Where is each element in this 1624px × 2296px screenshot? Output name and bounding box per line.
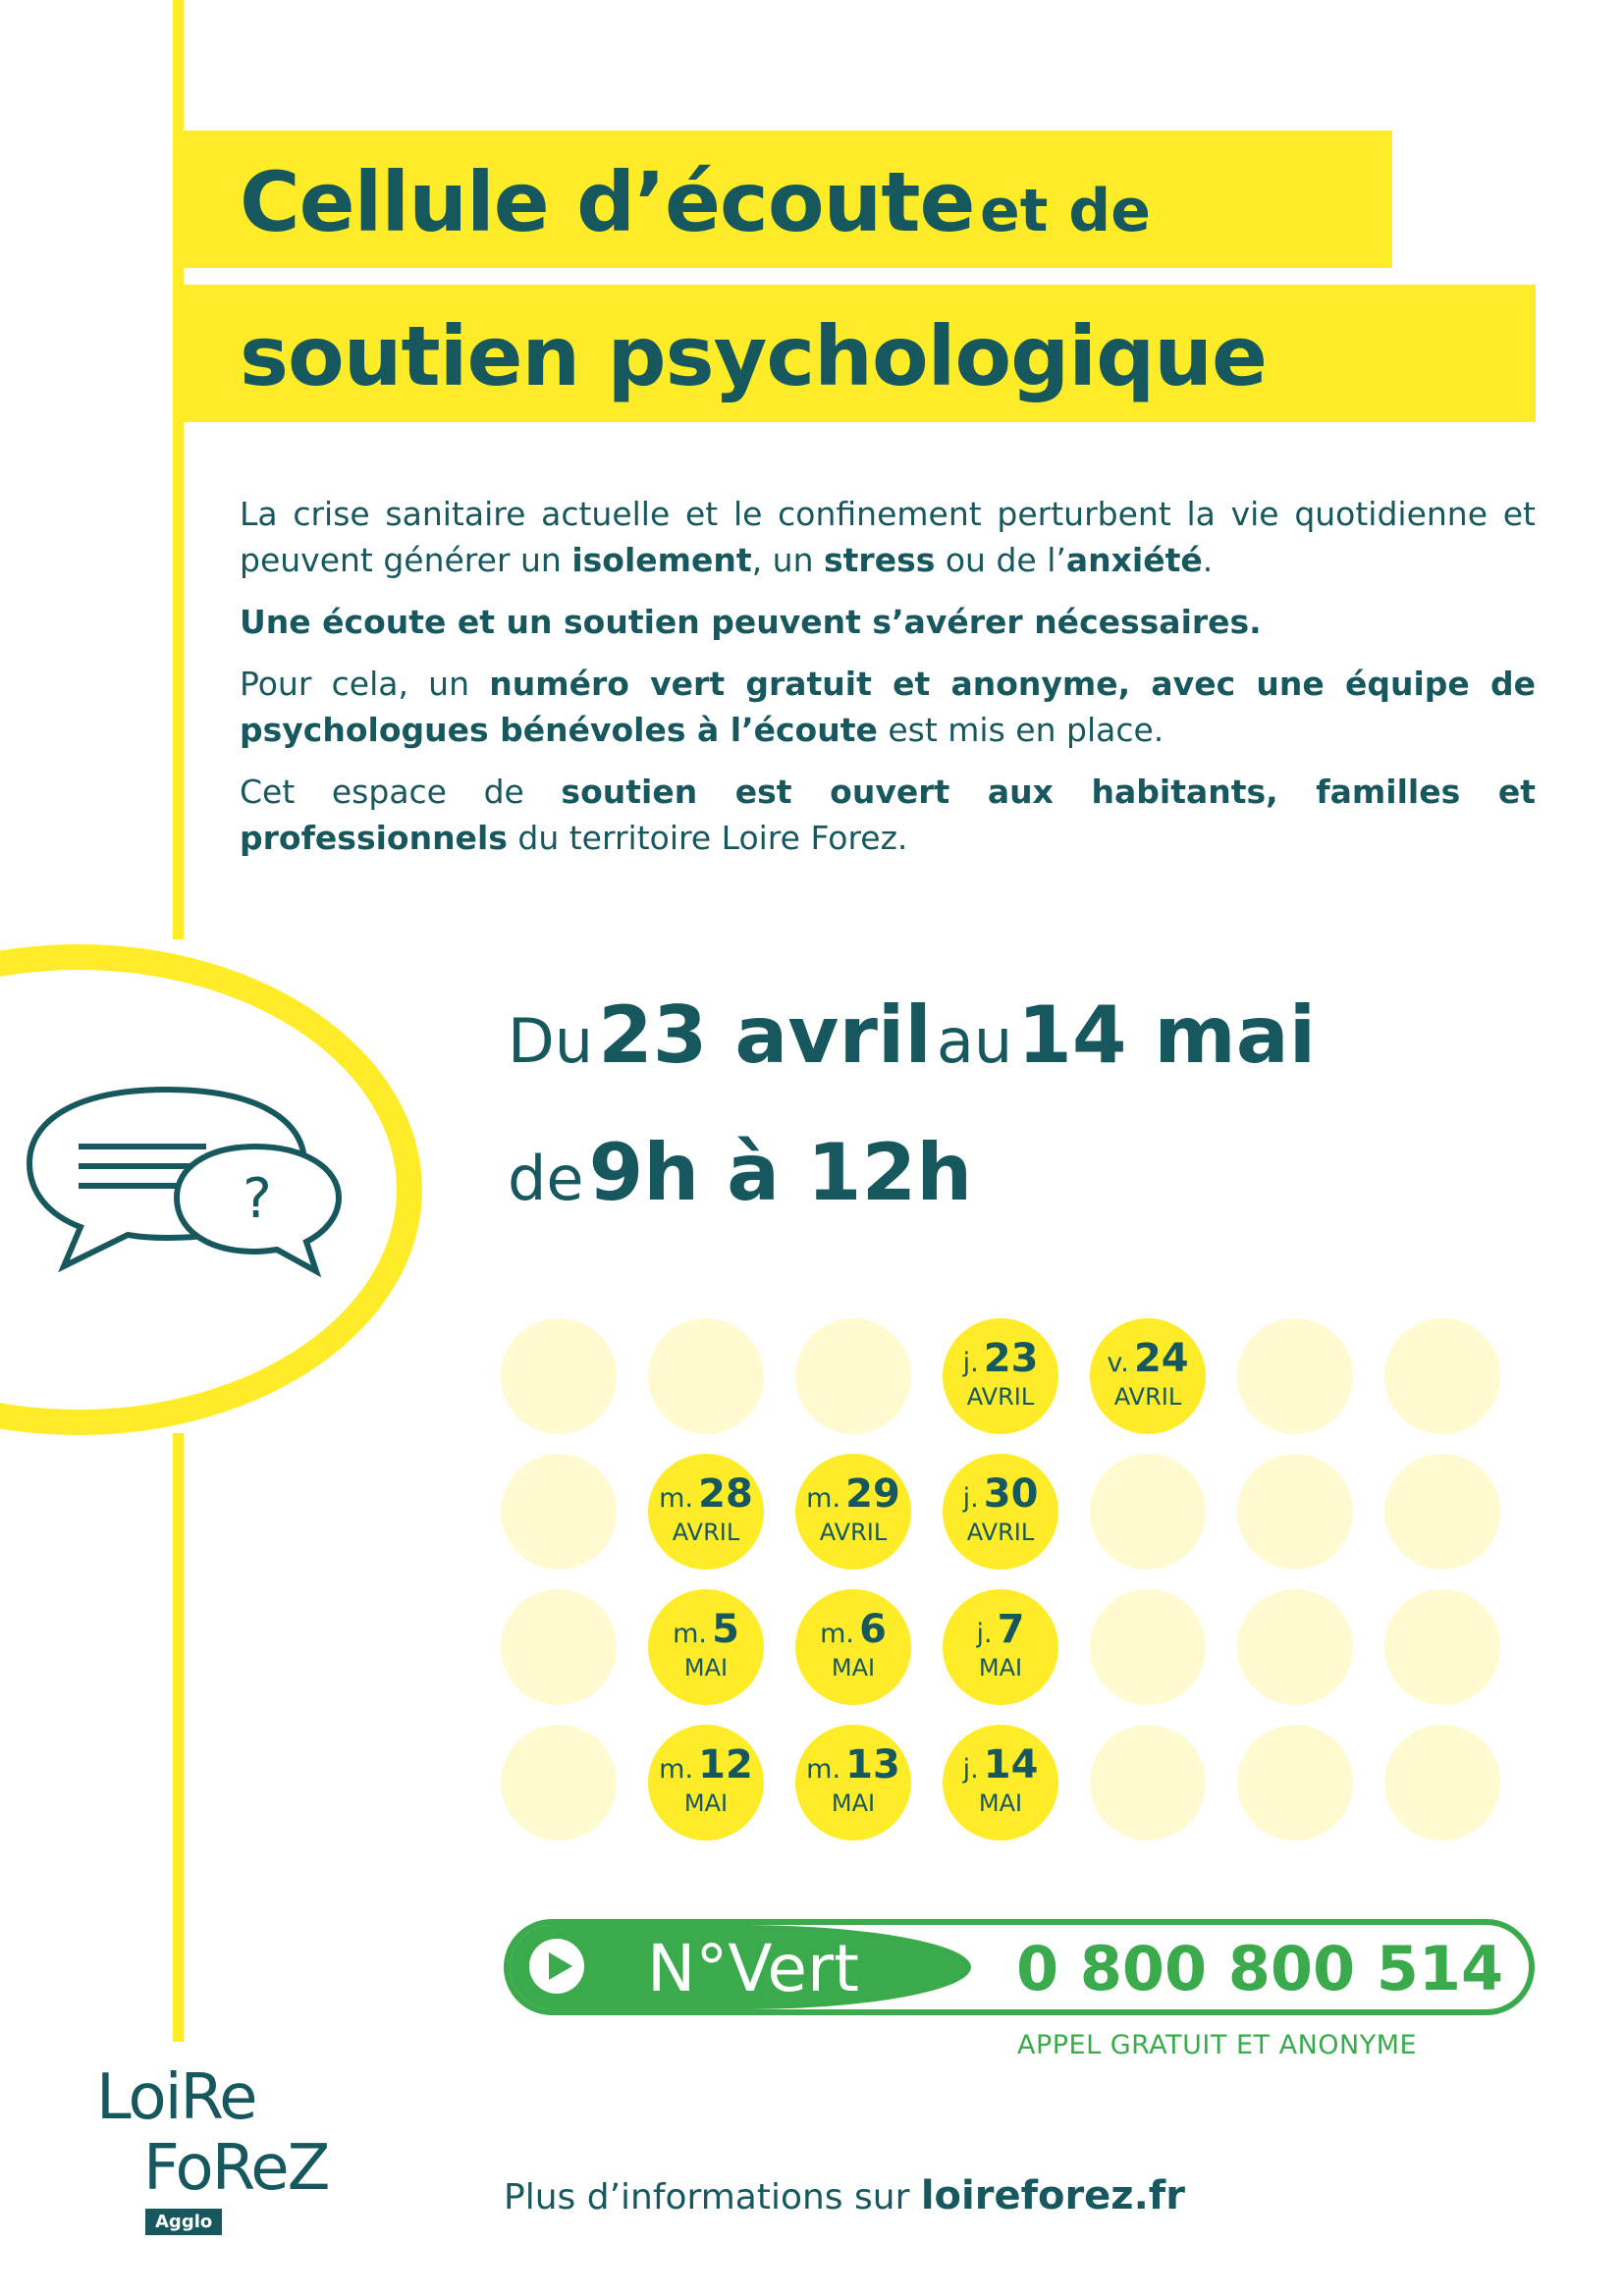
intro-paragraph-1: La crise sanitaire actuelle et le confinement perturbent la vie quotidienne et peuvent générer un isolement, un stress ou de l’anxiété. [240,495,1536,579]
calendar-empty-dot [795,1318,911,1434]
calendar-day-number: 23 [983,1336,1039,1381]
calendar-empty-dot [1237,1318,1353,1434]
calendar-month: AVRIL [966,1383,1035,1411]
calendar-day [1090,1318,1206,1434]
intro-paragraph-3: Pour cela, un numéro vert gratuit et anonyme, avec une équipe de psychologues bénévoles à l’écoute est mis en place. [240,665,1536,749]
calendar-weekday: m. [659,1754,694,1785]
play-icon [525,1935,588,1998]
calendar-empty-dot [1237,1454,1353,1570]
calendar-weekday: j. [962,1754,979,1785]
hotline-label: N°Vert [647,1931,860,2006]
calendar-weekday: j. [962,1348,979,1378]
calendar-day-number: 24 [1133,1336,1189,1381]
speech-bubbles-icon [20,1070,353,1306]
logo-line-1: LoiRe [96,2061,256,2134]
calendar-weekday: j. [962,1483,979,1514]
calendar-month: AVRIL [1113,1383,1182,1411]
calendar-empty-dot [501,1725,617,1841]
calendar-empty-dot [1237,1589,1353,1705]
intro-text [240,491,1536,877]
calendar-day [943,1318,1058,1434]
calendar-empty-dot [1384,1725,1500,1841]
calendar-day-number: 5 [712,1607,739,1652]
calendar-month: MAI [831,1654,876,1682]
calendar-empty-dot [1090,1454,1206,1570]
hotline-number: 0 800 800 514 [1016,1933,1504,2004]
calendar-weekday: m. [820,1619,854,1649]
calendar-empty-dot [1384,1318,1500,1434]
more-info [504,2173,1185,2218]
title-main: Cellule d’écoute [240,154,975,250]
calendar-month: AVRIL [672,1519,740,1546]
calendar-day [795,1725,911,1841]
intro-paragraph-2: Une écoute et un soutien peuvent s’avérer nécessaires. [240,603,1262,641]
calendar-empty-dot [1237,1725,1353,1841]
calendar-weekday: m. [673,1619,707,1649]
calendar-month: MAI [978,1654,1023,1682]
calendar-day-number: 29 [845,1471,900,1517]
calendar-month: AVRIL [819,1519,888,1546]
calendar-empty-dot [1090,1725,1206,1841]
hotline-banner [504,1919,1535,2015]
calendar-weekday: j. [976,1619,993,1649]
calendar-weekday: m. [659,1483,694,1514]
calendar-day-number: 14 [983,1742,1039,1788]
calendar-day [943,1589,1058,1705]
calendar-day-number: 12 [698,1742,753,1788]
date-range [508,982,1316,1256]
calendar-month: AVRIL [966,1519,1035,1546]
calendar-day [795,1589,911,1705]
calendar-weekday: m. [806,1754,841,1785]
calendar-empty-dot [648,1318,764,1434]
vertical-line-bottom [173,1433,184,2042]
calendar-empty-dot [501,1589,617,1705]
calendar-weekday: v. [1107,1348,1129,1378]
calendar-day-number: 30 [983,1471,1039,1517]
logo-line-2: FoReZ [143,2132,329,2205]
calendar-month: MAI [978,1789,1023,1817]
calendar-empty-dot [1090,1589,1206,1705]
calendar-day-number: 28 [698,1471,753,1517]
calendar-day [943,1454,1058,1570]
calendar-day [795,1454,911,1570]
loire-forez-logo [84,2061,379,2258]
calendar-day [648,1589,764,1705]
calendar-month: MAI [683,1654,729,1682]
intro-paragraph-4: Cet espace de soutien est ouvert aux habitants, familles et professionnels du territoire Loire Forez. [240,773,1536,857]
question-mark: ? [243,1167,272,1231]
calendar-weekday: m. [806,1483,841,1514]
calendar-day-number: 13 [845,1742,900,1788]
more-info-text: Plus d’informations sur [504,2177,921,2217]
calendar-empty-dot [501,1454,617,1570]
page-title-line-1 [240,154,1151,250]
calendar-day-number: 7 [997,1607,1025,1652]
website-link[interactable]: loireforez.fr [920,2173,1185,2218]
title-subject: soutien psychologique [240,308,1267,404]
calendar-day-number: 6 [859,1607,887,1652]
title-connector: et de [980,177,1151,245]
calendar-empty-dot [1384,1589,1500,1705]
hotline-note: APPEL GRATUIT ET ANONYME [1017,2030,1418,2060]
calendar-day [943,1725,1058,1841]
calendar-month: MAI [683,1789,729,1817]
calendar-month: MAI [831,1789,876,1817]
logo-badge: Agglo [145,2209,222,2235]
calendar-day [648,1725,764,1841]
calendar-empty-dot [501,1318,617,1434]
date-range-days: Du 23 avril au 14 mai [508,989,1317,1081]
calendar-empty-dot [1384,1454,1500,1570]
page-title-line-2 [240,308,1267,404]
calendar-day [648,1454,764,1570]
date-range-hours: de 9h à 12h [508,1127,973,1218]
